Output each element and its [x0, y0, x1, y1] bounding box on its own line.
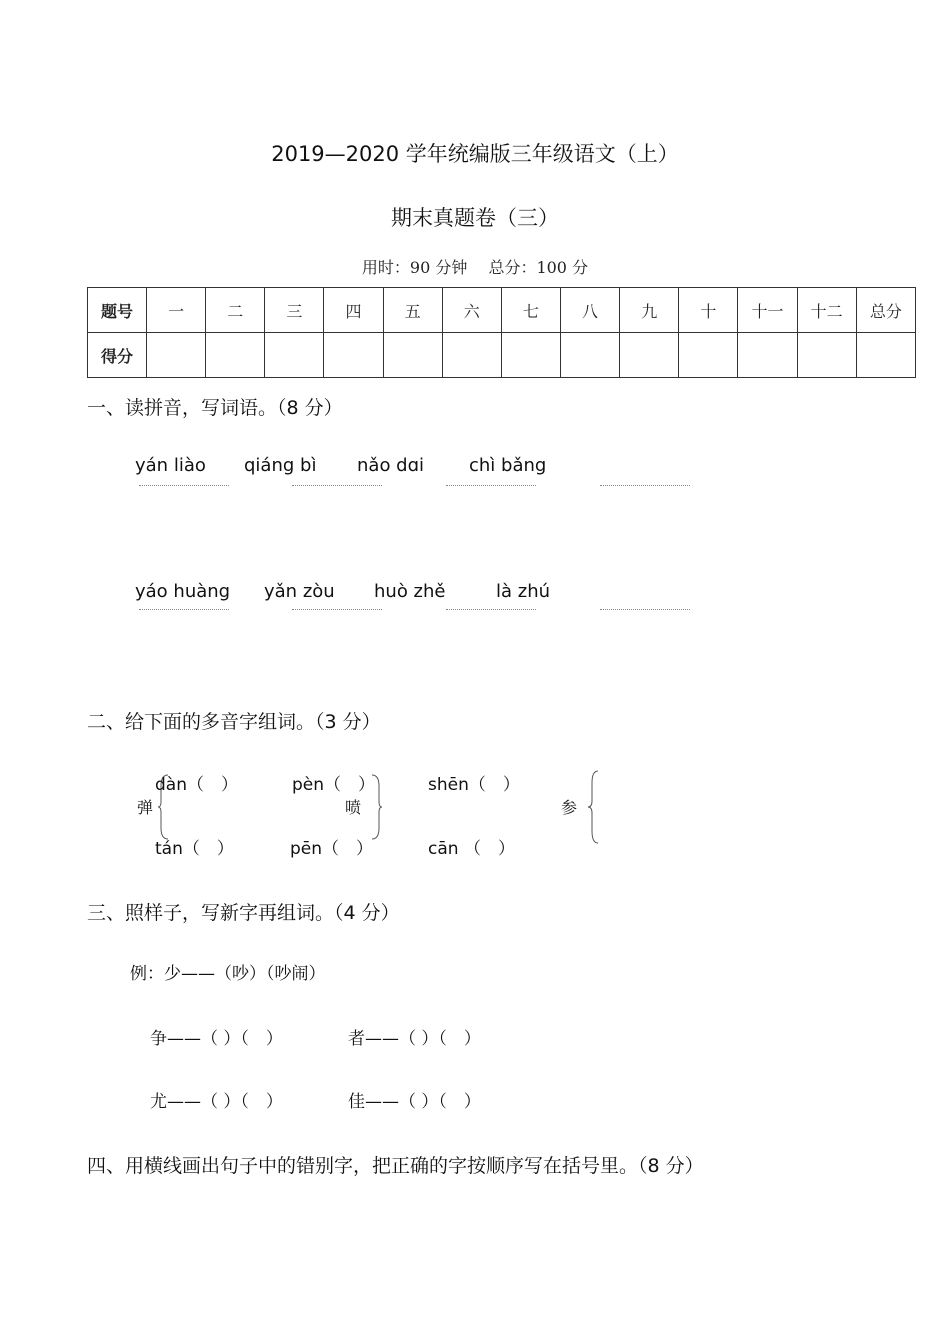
- col-2: 二: [206, 288, 265, 333]
- answer-line[interactable]: [292, 609, 382, 610]
- answer-line[interactable]: [446, 609, 536, 610]
- score-cell[interactable]: [560, 333, 619, 378]
- col-9: 九: [620, 288, 679, 333]
- polyphone-reading: pēn（ ）: [290, 839, 374, 859]
- pinyin-word: là zhú: [496, 581, 551, 602]
- col-4: 四: [324, 288, 383, 333]
- pinyin-word: yǎn zòu: [264, 581, 335, 602]
- col-11: 十一: [738, 288, 797, 333]
- col-3: 三: [265, 288, 324, 333]
- col-10: 十: [679, 288, 738, 333]
- exercise-item[interactable]: 佳——（ ）（ ）: [348, 1092, 481, 1112]
- col-total: 总分: [856, 288, 915, 333]
- score-cell[interactable]: [679, 333, 738, 378]
- col-5: 五: [383, 288, 442, 333]
- answer-line[interactable]: [139, 609, 229, 610]
- pinyin-word: yáo huàng: [135, 581, 231, 602]
- pinyin-word: nǎo dɑi: [357, 455, 425, 476]
- brace-icon: [588, 770, 600, 844]
- exercise-item[interactable]: 者——（ ）（ ）: [348, 1029, 481, 1049]
- exercise-item[interactable]: 尤——（ ）（ ）: [150, 1092, 283, 1112]
- row-label-score: 得分: [88, 333, 147, 378]
- polyphone-reading: dàn（ ）: [155, 775, 238, 795]
- section2-heading: 二、给下面的多音字组词。（3 分）: [87, 711, 381, 733]
- polyphone-reading: shēn（ ）: [428, 775, 520, 795]
- col-7: 七: [501, 288, 560, 333]
- score-cell[interactable]: [383, 333, 442, 378]
- pinyin-word: qiáng bì: [244, 455, 317, 476]
- section4-heading: 四、用横线画出句子中的错别字，把正确的字按顺序写在括号里。（8 分）: [87, 1155, 704, 1177]
- score-cell[interactable]: [797, 333, 856, 378]
- col-1: 一: [147, 288, 206, 333]
- polyphone-char: 弹: [137, 798, 154, 817]
- score-cell[interactable]: [147, 333, 206, 378]
- answer-line[interactable]: [446, 485, 536, 486]
- score-cell[interactable]: [442, 333, 501, 378]
- example-line: 例：少——（吵）（吵闹）: [130, 964, 326, 984]
- pinyin-word: yán liào: [135, 455, 206, 476]
- polyphone-char: 喷: [345, 798, 362, 817]
- polyphone-reading: cān （ ）: [428, 839, 515, 859]
- score-cell[interactable]: [206, 333, 265, 378]
- section1-heading: 一、读拼音，写词语。（8 分）: [87, 397, 343, 419]
- score-cell[interactable]: [738, 333, 797, 378]
- exam-meta: 用时：90 分钟 总分：100 分: [361, 258, 589, 277]
- answer-line[interactable]: [139, 485, 229, 486]
- pinyin-word: chì bǎng: [469, 455, 547, 476]
- polyphone-reading: pèn（ ）: [292, 775, 376, 795]
- table-row-score: [88, 333, 916, 378]
- row-label-question: 题号: [88, 288, 147, 333]
- answer-line[interactable]: [600, 485, 690, 486]
- col-8: 八: [560, 288, 619, 333]
- section3-heading: 三、照样子，写新字再组词。（4 分）: [87, 902, 400, 924]
- score-cell[interactable]: [324, 333, 383, 378]
- score-cell[interactable]: [856, 333, 915, 378]
- polyphone-reading: tán（ ）: [155, 839, 234, 859]
- answer-line[interactable]: [600, 609, 690, 610]
- polyphone-char: 参: [561, 798, 578, 817]
- page-title: 2019—2020 学年统编版三年级语文（上）: [271, 142, 679, 166]
- answer-line[interactable]: [292, 485, 382, 486]
- score-cell[interactable]: [265, 333, 324, 378]
- pinyin-word: huò zhě: [374, 581, 446, 602]
- score-cell[interactable]: [620, 333, 679, 378]
- col-6: 六: [442, 288, 501, 333]
- score-table: [87, 287, 916, 378]
- page-subtitle: 期末真题卷（三）: [391, 206, 559, 230]
- table-row-header: [88, 288, 916, 333]
- score-cell[interactable]: [501, 333, 560, 378]
- col-12: 十二: [797, 288, 856, 333]
- exercise-item[interactable]: 争——（ ）（ ）: [150, 1029, 283, 1049]
